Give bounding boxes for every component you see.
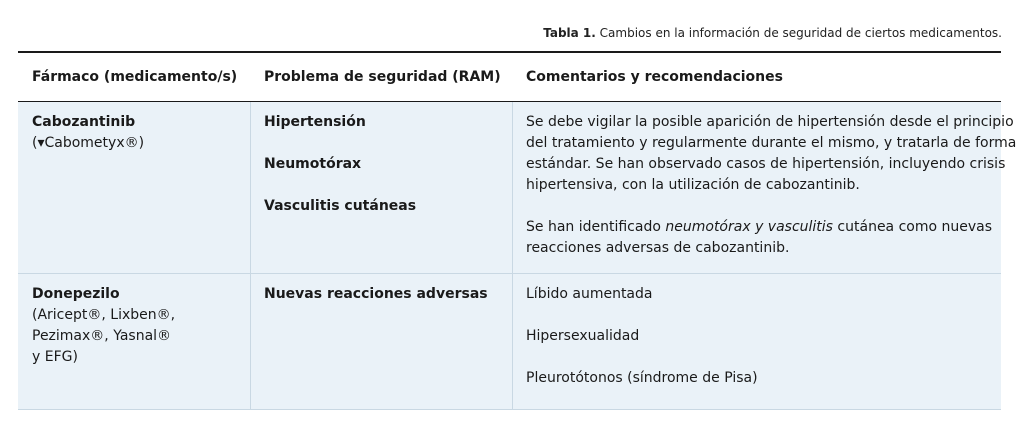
comment-emphasis: neumotórax y vasculitis	[665, 219, 833, 235]
problem-item: Neumotórax	[264, 156, 362, 172]
header-safety-problem: Problema de seguridad (RAM)	[264, 69, 501, 85]
comments-cell	[526, 284, 996, 389]
comment-line: estándar. Se han observado casos de hipertensión, incluyendo crisis	[526, 156, 1006, 172]
problem-item: Hipertensión	[264, 114, 366, 130]
column-divider	[512, 102, 513, 273]
adverse-reaction-item: Líbido aumentada	[526, 286, 653, 302]
table-caption	[543, 26, 1002, 40]
comment-text: cutánea como nuevas	[832, 219, 993, 235]
problem-cell	[264, 112, 509, 217]
drug-brands: y EFG)	[32, 349, 78, 365]
adverse-reaction-item: Hipersexualidad	[526, 328, 640, 344]
column-divider	[512, 274, 513, 409]
drug-name: Cabozantinib	[32, 114, 136, 130]
comment-text: Se han identificado	[526, 219, 666, 235]
drug-brands: (Aricept®, Lixben®,	[32, 307, 176, 323]
table-row	[18, 102, 1017, 274]
drug-name: Donepezilo	[32, 286, 120, 302]
problem-item: Vasculitis cutáneas	[264, 198, 417, 214]
header-drug: Fármaco (medicamento/s)	[32, 69, 238, 85]
comment-line: Se debe vigilar la posible aparición de hipertensión desde el principio	[526, 114, 1014, 130]
drug-cell	[32, 284, 252, 368]
problem-cell	[264, 284, 509, 305]
drug-cell	[32, 112, 252, 154]
comments-cell	[526, 112, 1017, 259]
adverse-reaction-item: Pleurotótonos (síndrome de Pisa)	[526, 370, 758, 386]
comment-line: del tratamiento y regularmente durante el mismo, y tratarla de forma	[526, 135, 1017, 151]
header-comments: Comentarios y recomendaciones	[526, 69, 783, 85]
comment-line: hipertensiva, con la utilización de cabozantinib.	[526, 177, 860, 193]
table-caption-text: Cambios en la información de seguridad de ciertos medicamentos.	[595, 26, 1002, 40]
table-caption-label: Tabla 1.	[543, 26, 596, 40]
table-row	[18, 274, 1001, 410]
comment-line: reacciones adversas de cabozantinib.	[526, 240, 790, 256]
problem-item: Nuevas reacciones adversas	[264, 286, 488, 302]
drug-brands: Pezimax®, Yasnal®	[32, 328, 172, 344]
comment-line	[526, 217, 996, 238]
table-header-row	[18, 53, 1001, 102]
safety-table	[18, 51, 1017, 410]
drug-brands: (▾Cabometyx®)	[32, 135, 145, 151]
